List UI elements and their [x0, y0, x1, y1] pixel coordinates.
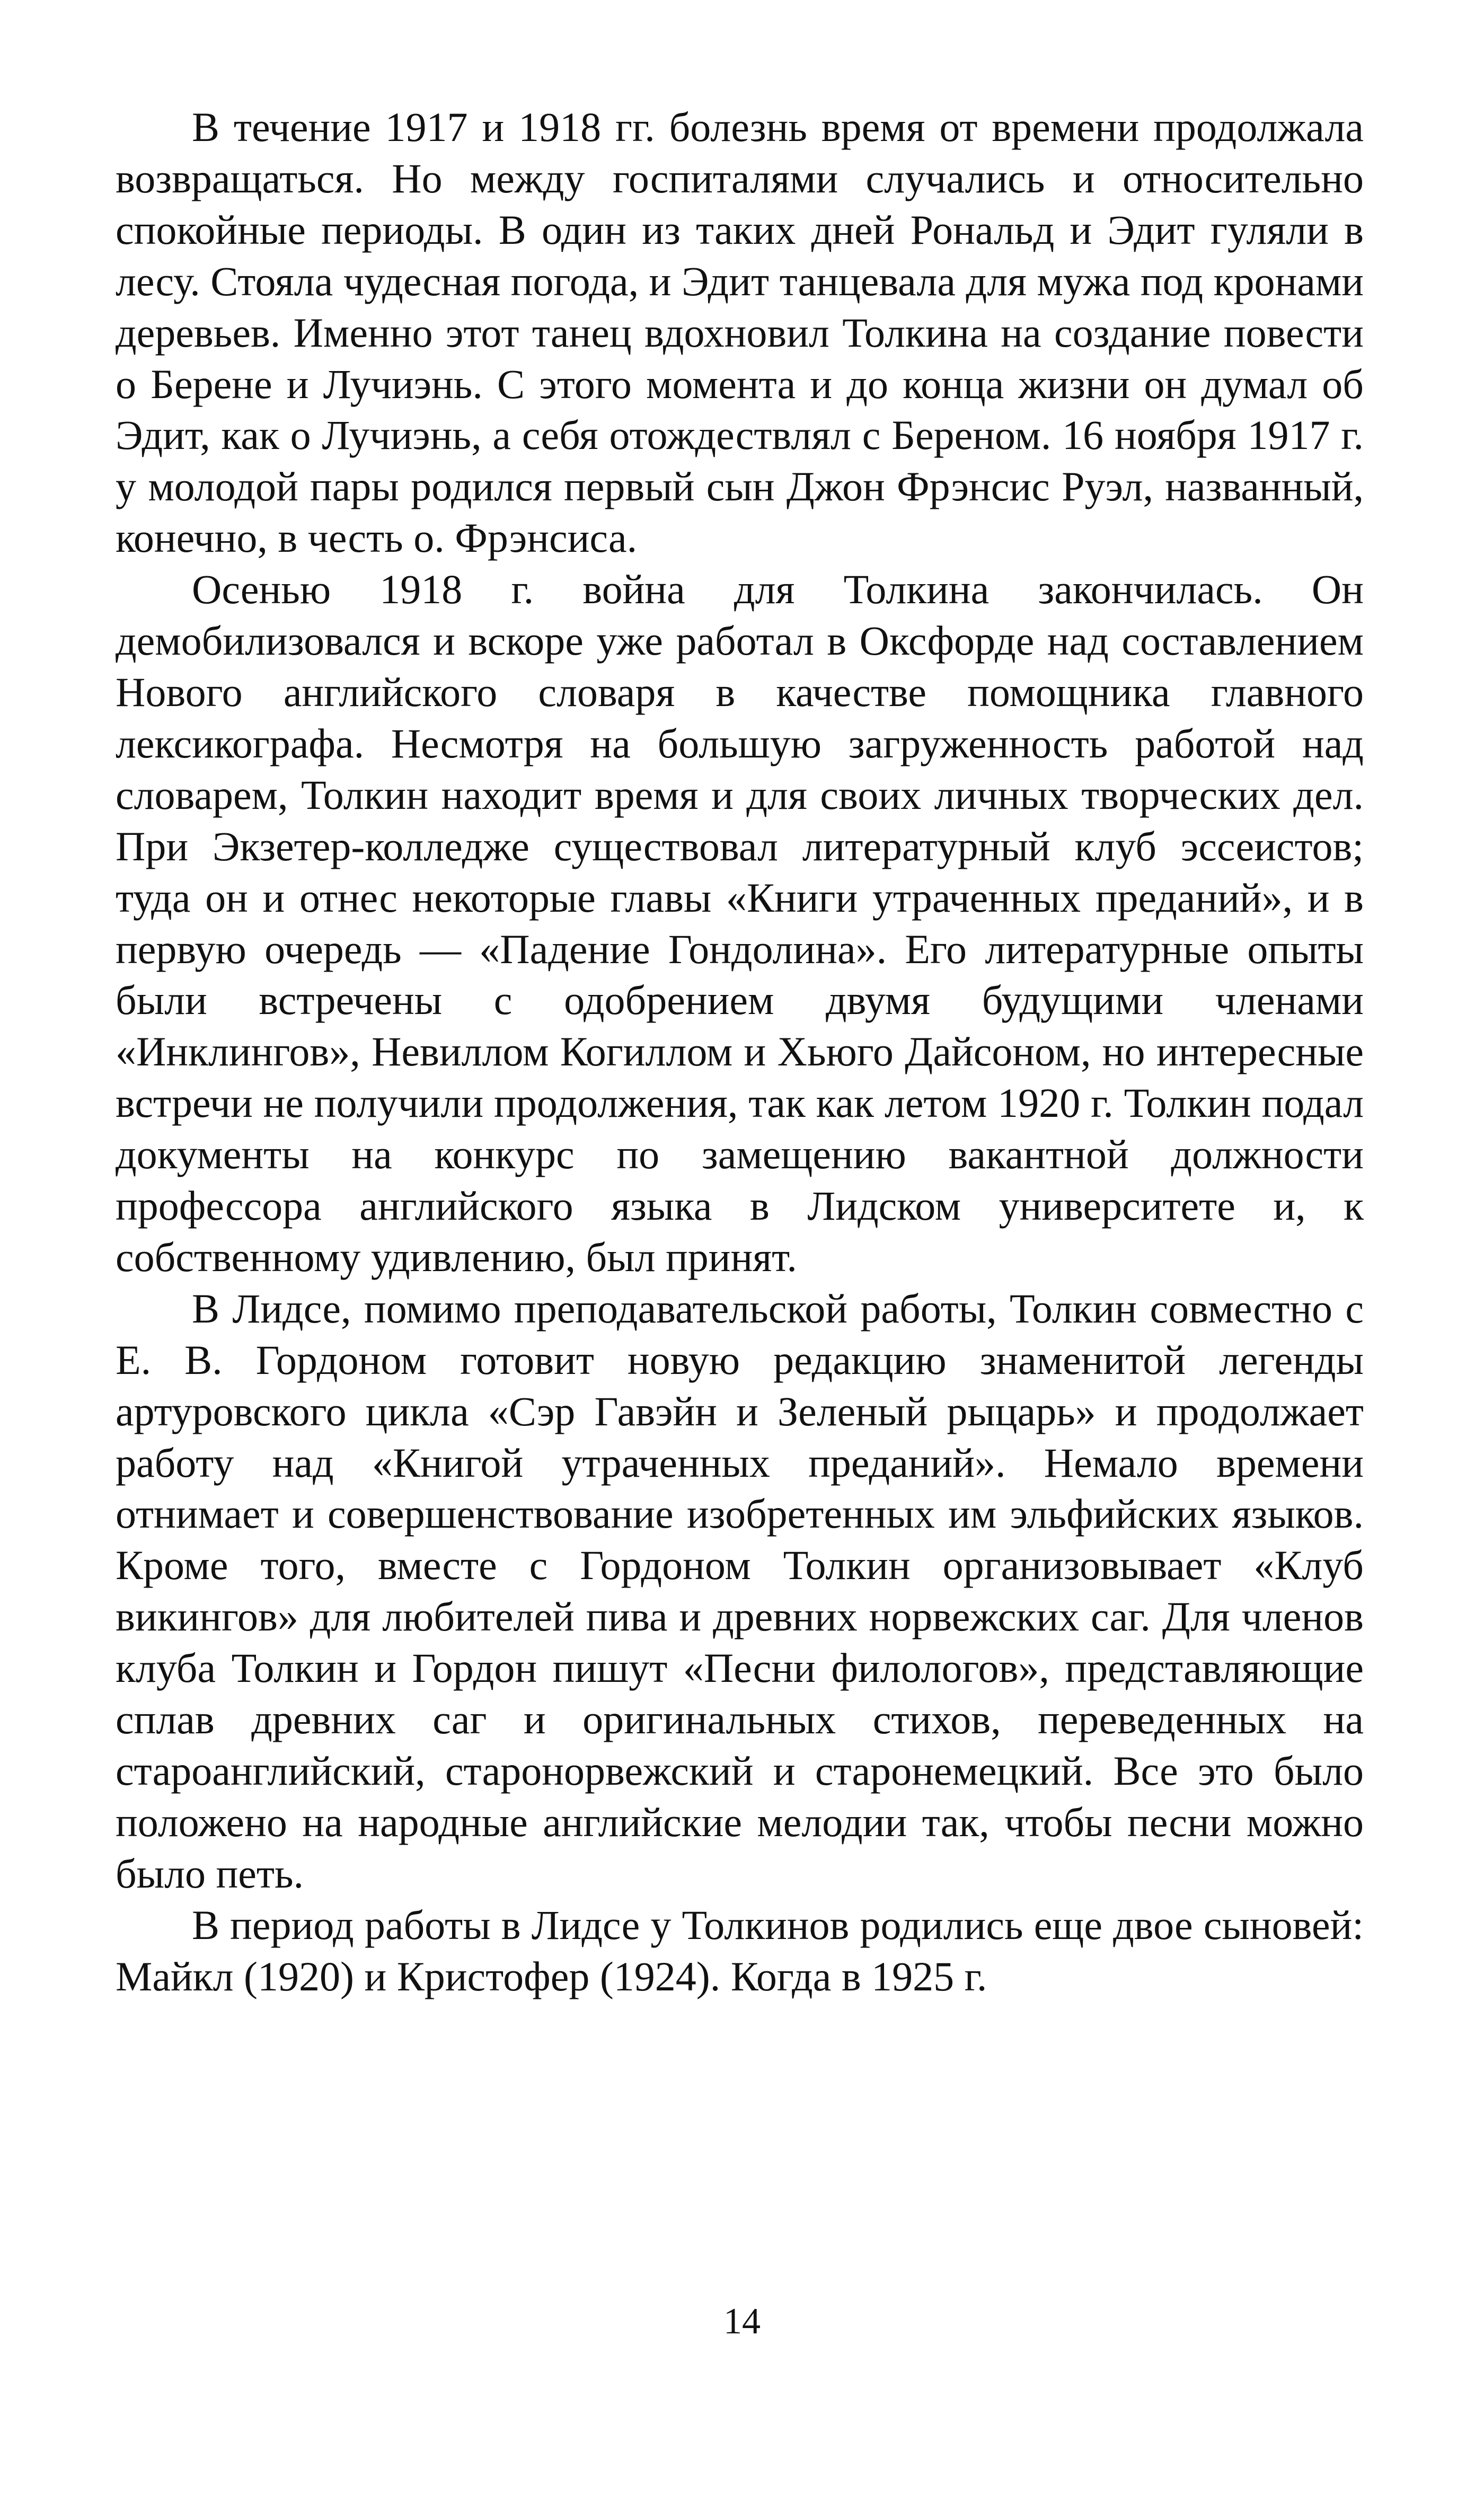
page-number: 14: [723, 2301, 761, 2342]
body-text: [116, 102, 1364, 2003]
paragraph-4: В период работы в Лидсе у Толкинов родились еще двое сыновей: Майкл (1920) и Кристофер (1924). Когда в 1925 г.: [116, 1901, 1364, 1999]
paragraph-2: Осенью 1918 г. война для Толкина закончилась. Он демобилизовался и вскоре уже работал в Оксфорде над составлением Нового английского словаря в качестве помощника главного лексикографа. Несмотря на большую загруженность работой над словарем, Толкин находит время и для своих личных творческих дел. При Экзетер-колледже существовал литературный клуб эссеистов; туда он и отнес некоторые главы «Книги утраченных преданий», и в первую очередь — «Падение Гондолина». Его литературные опыты были встречены с одобрением двумя будущими членами «Инклингов», Невиллом Когиллом и Хьюго Дайсоном, но интересные встречи не получили продолжения, так как летом 1920 г. Толкин подал документы на конкурс по замещению вакантной должности профессора английского языка в Лидском университете и, к собственному удивлению, был принят.: [116, 566, 1364, 1280]
paragraph-3: В Лидсе, помимо преподавательской работы, Толкин совместно с Е. В. Гордоном готовит новую редакцию знаменитой легенды артуровского цикла «Сэр Гавэйн и Зеленый рыцарь» и продолжает работу над «Книгой утраченных преданий». Немало времени отнимает и совершенствование изобретенных им эльфийских языков. Кроме того, вместе с Гордоном Толкин организовывает «Клуб викингов» для любителей пива и древних норвежских саг. Для членов клуба Толкин и Гордон пишут «Песни филологов», представляющие сплав древних саг и оригинальных стихов, переведенных на староанглийский, старонорвежский и старонемецкий. Все это было положено на народные английские мелодии так, чтобы песни можно было петь.: [116, 1285, 1364, 1897]
paragraph-1: В течение 1917 и 1918 гг. болезнь время от времени продолжала возвращаться. Но между госпиталями случались и относительно спокойные периоды. В один из таких дней Рональд и Эдит гуляли в лесу. Стояла чудесная погода, и Эдит танцевала для мужа под кронами деревьев. Именно этот танец вдохновил Толкина на создание повести о Берене и Лучиэнь. С этого момента и до конца жизни он думал об Эдит, как о Лучиэнь, а себя отождествлял с Береном. 16 ноября 1917 г. у молодой пары родился первый сын Джон Фрэнсис Руэл, названный, конечно, в честь о. Фрэнсиса.: [116, 104, 1364, 561]
